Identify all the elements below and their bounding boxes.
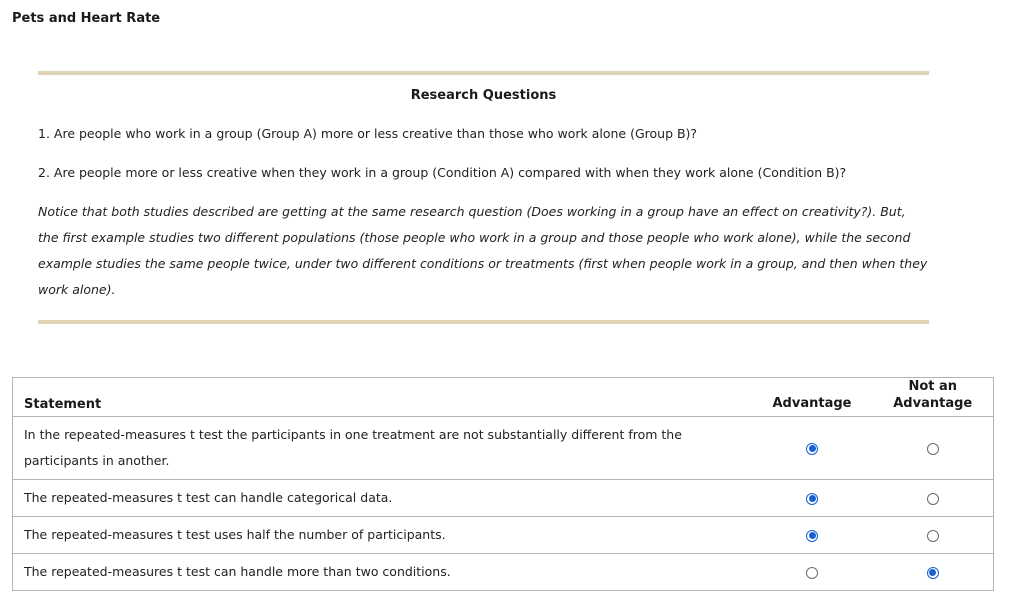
advantage-cell [752, 480, 873, 517]
table-row [13, 517, 994, 554]
top-divider [38, 71, 929, 75]
research-question-2: 2. Are people more or less creative when they work in a group (Condition A) compared with when they work alone (Condition B)? [38, 165, 847, 180]
not-advantage-radio[interactable] [927, 530, 939, 542]
advantage-radio[interactable] [806, 493, 818, 505]
advantage-radio[interactable] [806, 567, 818, 579]
not-advantage-cell [873, 417, 994, 480]
advantage-cell [752, 517, 873, 554]
statement-text: In the repeated-measures t test the participants in one treatment are not substantially different from the participants in another. [13, 417, 752, 480]
bottom-divider [38, 320, 929, 324]
not-advantage-cell [873, 554, 994, 591]
statement-text: The repeated-measures t test can handle more than two conditions. [13, 554, 752, 591]
advantage-column-header: Advantage [772, 396, 852, 411]
statement-text: The repeated-measures t test can handle categorical data. [13, 480, 752, 517]
research-questions-heading: Research Questions [410, 88, 557, 103]
table-row [13, 554, 994, 591]
advantage-radio[interactable] [806, 530, 818, 542]
not-advantage-cell [873, 517, 994, 554]
not-advantage-radio[interactable] [927, 567, 939, 579]
advantage-cell [752, 417, 873, 480]
statement-grid [12, 377, 994, 591]
not-advantage-radio[interactable] [927, 443, 939, 455]
page-title: Pets and Heart Rate [12, 11, 161, 26]
not-advantage-cell [873, 480, 994, 517]
statement-column-header: Statement [24, 397, 102, 412]
advantage-radio[interactable] [806, 443, 818, 455]
notice-paragraph: Notice that both studies described are getting at the same research question (Does working in a group have an effect on creativity?). But, the first example studies two different populations (those people who work in a group and those people who work alone), while the second example studies the same people twice, under two different conditions or treatments (first when people work in a group, and then when they work alone). [38, 204, 928, 297]
statement-text: The repeated-measures t test uses half the number of participants. [13, 517, 752, 554]
grid-header-row [13, 378, 994, 417]
table-row [13, 480, 994, 517]
not-advantage-radio[interactable] [927, 493, 939, 505]
advantage-cell [752, 554, 873, 591]
research-question-1: 1. Are people who work in a group (Group A) more or less creative than those who work alone (Group B)? [38, 126, 698, 141]
not-advantage-column-header: Not an Advantage [893, 379, 973, 411]
table-row [13, 417, 994, 480]
